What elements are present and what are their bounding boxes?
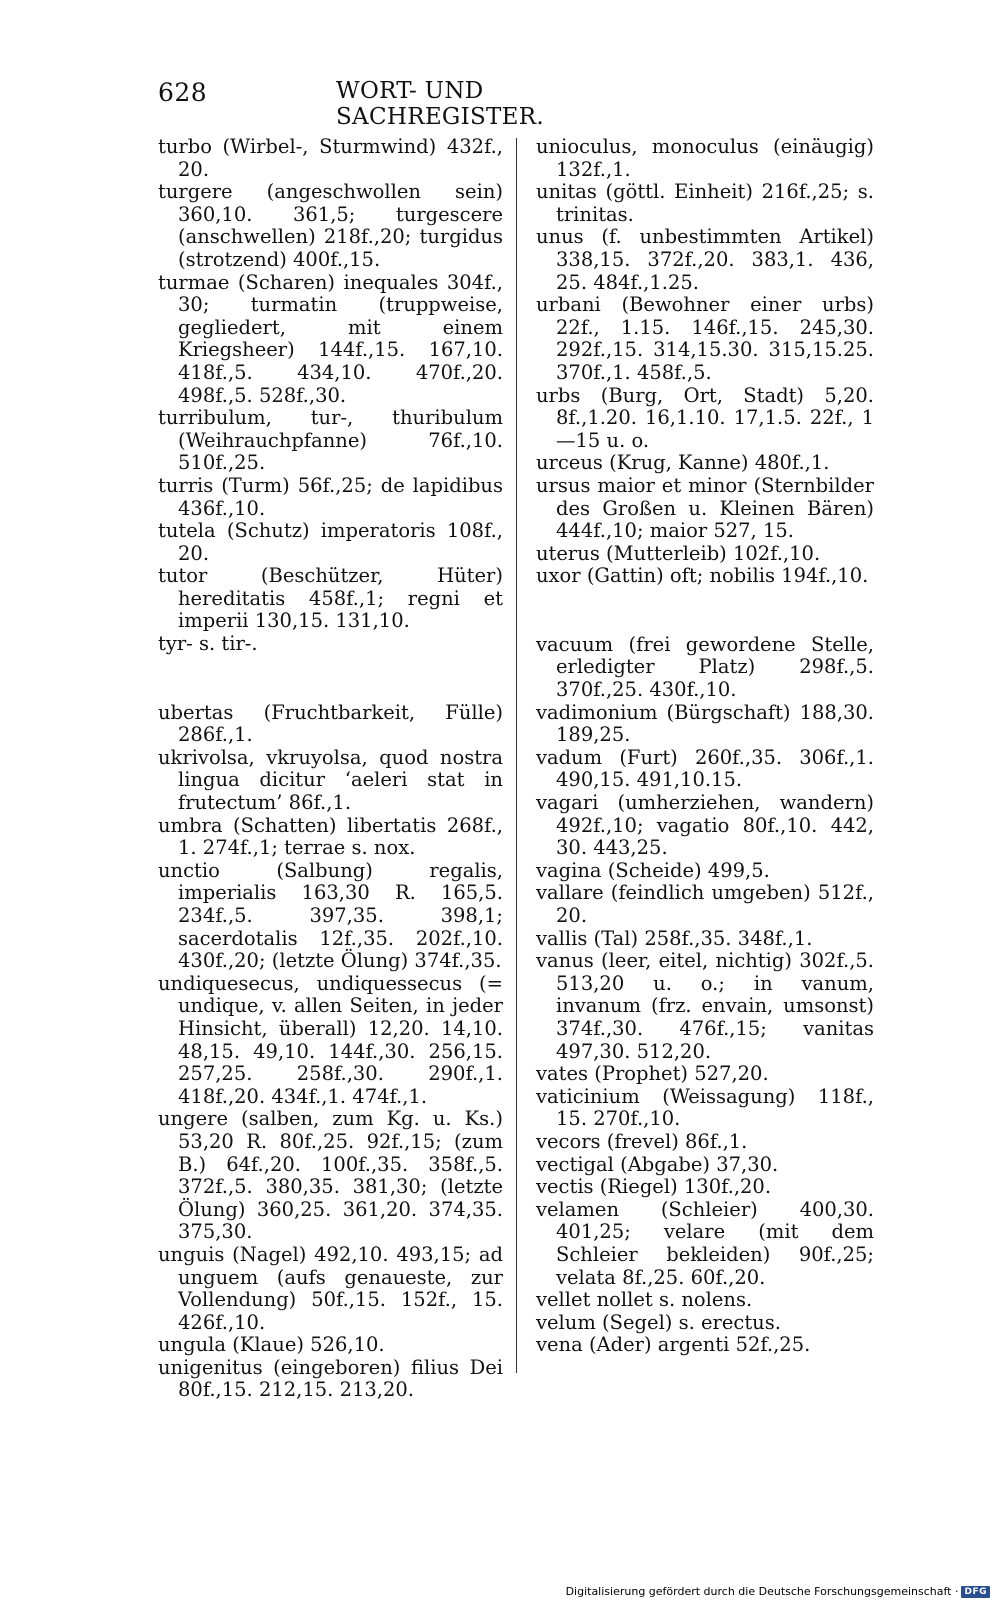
index-entry: urbs (Burg, Ort, Stadt) 5,20. 8f.,1.20. 16,1.10. 17,1.5. 22f., 1—15 u. o. xyxy=(536,383,874,452)
index-entry: vallis (Tal) 258f.,35. 348f.,1. xyxy=(536,926,813,950)
index-entry: vecors (frevel) 86f.,1. xyxy=(536,1129,748,1153)
index-entry: unitas (göttl. Einheit) 216f.,25; s. trinitas. xyxy=(536,180,874,226)
index-entry: vectis (Riegel) 130f.,20. xyxy=(536,1175,772,1199)
index-entry: uterus (Mutterleib) 102f.,10. xyxy=(536,541,821,565)
index-entry: vena (Ader) argenti 52f.,25. xyxy=(536,1333,811,1357)
index-entry: unus (f. unbestimmten Artikel) 338,15. 372f.,20. 383,1. 436, 25. 484f.,1.25. xyxy=(536,225,874,294)
index-entry: turribulum, tur-, thuribulum (Weihrauchpfanne) 76f.,10. 510f.,25. xyxy=(158,406,503,475)
column-divider xyxy=(516,138,517,1373)
index-entry: ubertas (Fruchtbarkeit, Fülle) 286f.,1. xyxy=(158,700,503,747)
index-entry: velum (Segel) s. erectus. xyxy=(536,1310,781,1334)
index-entry: vagari (umherziehen, wandern) 492f.,10; vagatio 80f.,10. 442, 30. 443,25. xyxy=(536,791,874,860)
index-entry: tutor (Beschützer, Hüter) hereditatis 458f.,1; regni et imperii 130,15. 131,10. xyxy=(158,564,503,633)
index-entry: turbo (Wirbel-, Sturmwind) 432f., 20. xyxy=(158,135,503,181)
index-entry: ukrivolsa, vkruyolsa, quod nostra lingua dicitur ‘aeleri stat in frutectum’ 86f.,1. xyxy=(158,745,503,815)
index-entry: undiquesecus, undiquessecus (= undique, v. allen Seiten, in jeder Hinsicht, überall) 12,20. 14,10. 48,15. 49,10. 144f.,30. 256,15. 257,25. 258f.,30. 290f.,1. 418f.,20. 434f.,1. 474f.,1. xyxy=(158,971,503,1108)
index-entry: vaticinium (Weissagung) 118f., 15. 270f.,10. xyxy=(536,1084,874,1131)
section-v xyxy=(536,634,874,1357)
running-title: WORT- UND SACHREGISTER. xyxy=(336,78,545,130)
dfg-logo-icon: DFG xyxy=(961,1586,990,1598)
footer-credit xyxy=(566,1585,990,1598)
index-entry: turmae (Scharen) inequales 304f., 30; turmatin (truppweise, gegliedert, mit einem Kriegsheer) 144f.,15. 167,10. 418f.,5. 434,10. 470f.,20. 498f.,5. 528f.,30. xyxy=(158,270,503,407)
index-entry: umbra (Schatten) libertatis 268f., 1. 274f.,1; terrae s. nox. xyxy=(158,813,503,860)
left-column xyxy=(158,136,503,1402)
index-entry: vectigal (Abgabe) 37,30. xyxy=(536,1152,779,1176)
section-gap xyxy=(536,588,874,634)
index-entry: unioculus, monoculus (einäugig) 132f.,1. xyxy=(536,135,874,181)
section-u-continued xyxy=(536,136,874,588)
section-t xyxy=(158,136,503,656)
index-entry: vagina (Scheide) 499,5. xyxy=(536,858,770,882)
index-entry: turris (Turm) 56f.,25; de lapidibus 436f.,10. xyxy=(158,473,503,520)
index-entry: turgere (angeschwollen sein) 360,10. 361,5; turgescere (anschwellen) 218f.,20; turgidus (strotzend) 400f.,15. xyxy=(158,180,503,271)
page-header xyxy=(158,78,698,130)
index-entry: uxor (Gattin) oft; nobilis 194f.,10. xyxy=(536,564,869,588)
index-entry: tyr- s. tir-. xyxy=(158,632,258,656)
right-column xyxy=(536,136,874,1357)
index-entry: unigenitus (eingeboren) filius Dei 80f.,15. 212,15. 213,20. xyxy=(158,1355,503,1402)
index-entry: vellet nollet s. nolens. xyxy=(536,1288,753,1312)
index-entry: urceus (Krug, Kanne) 480f.,1. xyxy=(536,451,830,475)
index-entry: vallare (feindlich umgeben) 512f., 20. xyxy=(536,881,874,927)
index-entry: tutela (Schutz) imperatoris 108f., 20. xyxy=(158,519,503,565)
index-entry: unguis (Nagel) 492,10. 493,15; ad unguem (aufs genaueste, zur Vollendung) 50f.,15. 152f., 15. 426f.,10. xyxy=(158,1242,503,1334)
page-number: 628 xyxy=(158,78,208,107)
index-entry: ursus maior et minor (Sternbilder des Großen u. Kleinen Bären) 444f.,10; maior 527, 15. xyxy=(536,473,874,543)
index-entry: vacuum (frei gewordene Stelle, erledigter Platz) 298f.,5. 370f.,25. 430f.,10. xyxy=(536,632,874,702)
index-entry: vates (Prophet) 527,20. xyxy=(536,1062,769,1086)
section-u xyxy=(158,702,503,1402)
index-entry: ungula (Klaue) 526,10. xyxy=(158,1333,385,1357)
footer-credit-text: Digitalisierung gefördert durch die Deutsche Forschungsgemeinschaft · xyxy=(565,1585,959,1598)
index-entry: vadum (Furt) 260f.,35. 306f.,1. 490,15. 491,10.15. xyxy=(536,745,874,792)
index-entry: vanus (leer, eitel, nichtig) 302f.,5. 513,20 u. o.; in vanum, invanum (frz. envain, umsonst) 374f.,30. 476f.,15; vanitas 497,30. 512,20. xyxy=(536,949,874,1063)
index-entry: vadimonium (Bürgschaft) 188,30. 189,25. xyxy=(536,700,874,747)
index-entry: velamen (Schleier) 400,30. 401,25; velare (mit dem Schleier bekleiden) 90f.,25; velata 8f.,25. 60f.,20. xyxy=(536,1197,874,1289)
index-entry: ungere (salben, zum Kg. u. Ks.) 53,20 R. 80f.,25. 92f.,15; (zum B.) 64f.,20. 100f.,35. 358f.,5. 372f.,5. 380,35. 381,30; (letzte Ölung) 360,25. 361,20. 374,35. 375,30. xyxy=(158,1107,503,1244)
index-entry: urbani (Bewohner einer urbs) 22f., 1.15. 146f.,15. 245,30. 292f.,15. 314,15.30. 315,15.25. 370f.,1. 458f.,5. xyxy=(536,293,874,384)
index-entry: unctio (Salbung) regalis, imperialis 163,30 R. 165,5. 234f.,5. 397,35. 398,1; sacerdotalis 12f.,35. 202f.,10. 430f.,20; (letzte Ölung) 374f.,35. xyxy=(158,858,503,973)
section-gap xyxy=(158,656,503,702)
